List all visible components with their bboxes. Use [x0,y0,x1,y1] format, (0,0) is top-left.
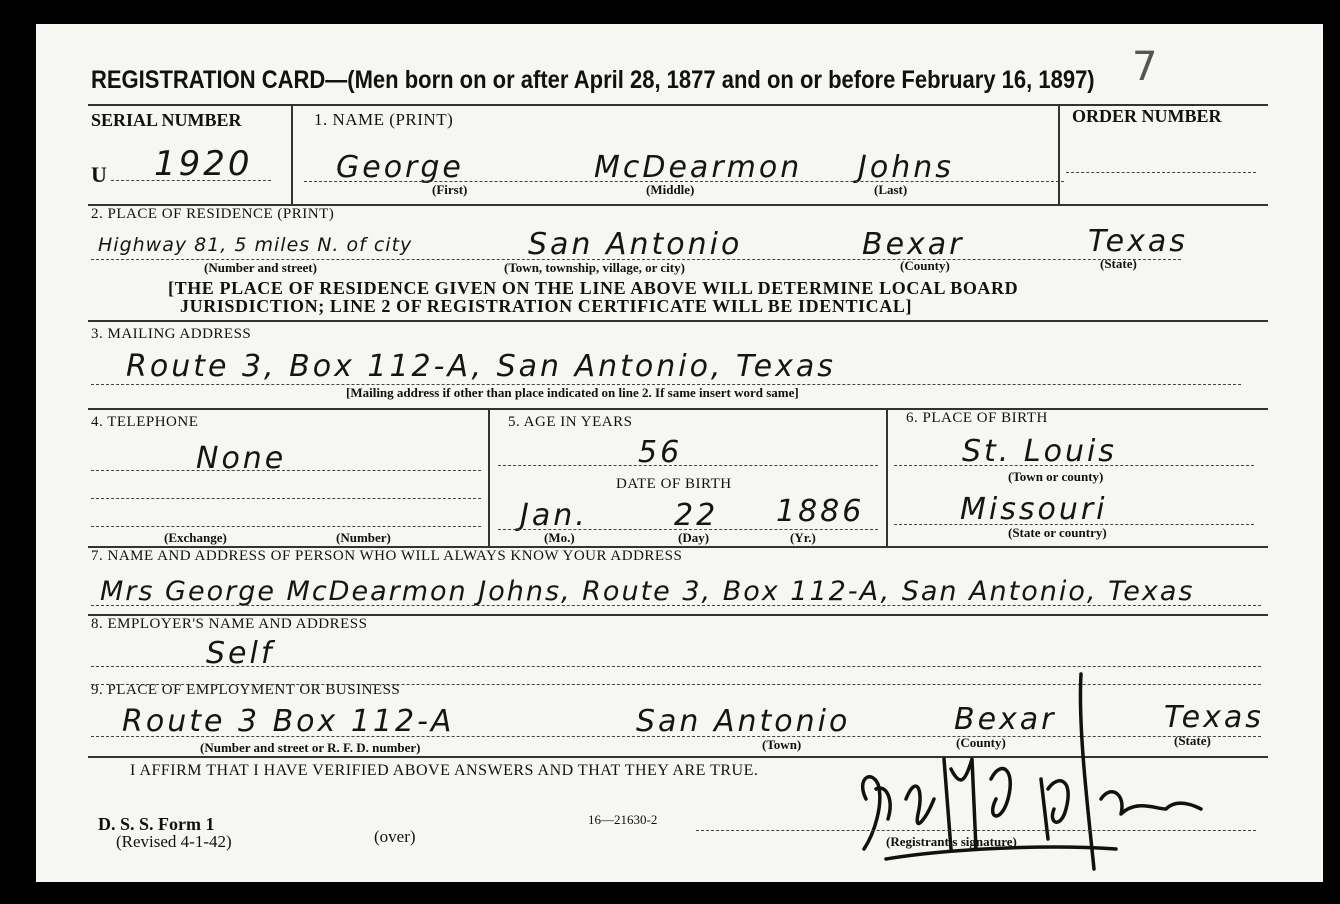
mailing-label: 3. MAILING ADDRESS [91,326,252,342]
form-revised: (Revised 4-1-42) [116,832,232,851]
serial-number-value: 1920 [154,144,253,184]
dob-label: DATE OF BIRTH [616,476,732,492]
telephone-number-caption: (Number) [336,530,391,545]
dob-month-value: Jan. [520,498,588,533]
name-last-caption: (Last) [874,182,908,197]
employment-town-caption: (Town) [762,737,802,752]
name-middle-value: McDearmon [594,150,803,185]
employer-value: Self [206,636,275,671]
residence-notice-line1: [THE PLACE OF RESIDENCE GIVEN ON THE LINE ABOVE WILL DETERMINE LOCAL BOARD [168,278,1019,298]
residence-label: 2. PLACE OF RESIDENCE (PRINT) [91,206,335,222]
birthplace-town-underline [894,465,1254,466]
corner-mark: 7 [1132,44,1158,90]
mailing-value: Route 3, Box 112-A, San Antonio, Texas [126,349,836,384]
contact-label: 7. NAME AND ADDRESS OF PERSON WHO WILL ALWAYS KNOW YOUR ADDRESS [91,548,683,564]
telephone-underline-3 [91,526,481,527]
signature-caption: (Registrant's signature) [886,834,1017,849]
birthplace-state-caption: (State or country) [1008,525,1107,540]
divider-order [1058,104,1060,204]
dob-day-caption: (Day) [678,530,710,545]
employment-label: 9. PLACE OF EMPLOYMENT OR BUSINESS [91,682,401,698]
card-title: REGISTRATION CARD—(Men born on or after April 28, 1877 and on or before February 16, 1897) [91,66,1095,94]
serial-prefix: U [91,162,107,187]
telephone-underline-2 [91,498,481,499]
order-underline [1066,172,1256,173]
birthplace-town-caption: (Town or county) [1008,469,1104,484]
divider-age [488,408,490,546]
birthplace-state-value: Missouri [960,492,1108,527]
age-label: 5. AGE IN YEARS [508,414,633,430]
contact-value: Mrs George McDearmon Johns, Route 3, Box 112-A, San Antonio, Texas [100,576,1195,607]
residence-county-value: Bexar [862,227,965,262]
over-note: (over) [374,827,416,846]
mailing-caption: [Mailing address if other than place indicated on line 2. If same insert word same] [346,385,799,400]
signature-underline [696,830,1256,831]
employment-state-value: Texas [1164,700,1264,735]
name-first-caption: (First) [432,182,468,197]
order-number-label: ORDER NUMBER [1072,106,1222,126]
divider-serial [291,104,293,204]
name-first-value: George [336,150,464,185]
telephone-exchange-caption: (Exchange) [164,530,227,545]
residence-notice-line2: JURISDICTION; LINE 2 OF REGISTRATION CERTIFICATE WILL BE IDENTICAL] [180,296,913,316]
dob-day-value: 22 [674,498,719,533]
name-label: 1. NAME (PRINT) [314,110,454,129]
employment-town-value: San Antonio [636,704,851,739]
employer-label: 8. EMPLOYER'S NAME AND ADDRESS [91,616,368,632]
row3-rule [88,408,1268,410]
age-underline [498,465,878,466]
birthplace-town-value: St. Louis [962,434,1117,469]
telephone-label: 4. TELEPHONE [91,414,199,430]
dob-year-caption: (Yr.) [790,530,816,545]
registration-card [36,24,1323,882]
row2-rule [88,320,1268,322]
employment-county-caption: (County) [956,735,1006,750]
residence-town-value: San Antonio [528,227,743,262]
serial-number-label: SERIAL NUMBER [91,110,242,130]
employment-street-caption: (Number and street or R. F. D. number) [200,740,421,755]
dob-year-value: 1886 [776,494,865,529]
residence-street-value: Highway 81, 5 miles N. of city [98,234,413,256]
dob-month-caption: (Mo.) [544,530,575,545]
affirmation-text: I AFFIRM THAT I HAVE VERIFIED ABOVE ANSWERS AND THAT THEY ARE TRUE. [130,762,759,779]
divider-birthplace [886,408,888,546]
residence-state-caption: (State) [1100,256,1137,271]
employment-state-caption: (State) [1174,733,1211,748]
print-code: 16—21630-2 [588,812,658,827]
residence-state-value: Texas [1088,224,1188,259]
residence-county-caption: (County) [900,258,950,273]
employment-county-value: Bexar [954,702,1057,737]
telephone-value: None [196,441,287,476]
name-last-value: Johns [858,150,954,185]
contact-underline [91,605,1261,606]
age-value: 56 [638,435,683,470]
birthplace-label: 6. PLACE OF BIRTH [906,410,1048,426]
name-middle-caption: (Middle) [646,182,695,197]
form-number: D. S. S. Form 1 [98,814,215,834]
telephone-underline-1 [91,470,481,471]
residence-town-caption: (Town, township, village, or city) [504,260,685,275]
residence-street-caption: (Number and street) [204,260,317,275]
employment-street-value: Route 3 Box 112-A [122,704,455,739]
